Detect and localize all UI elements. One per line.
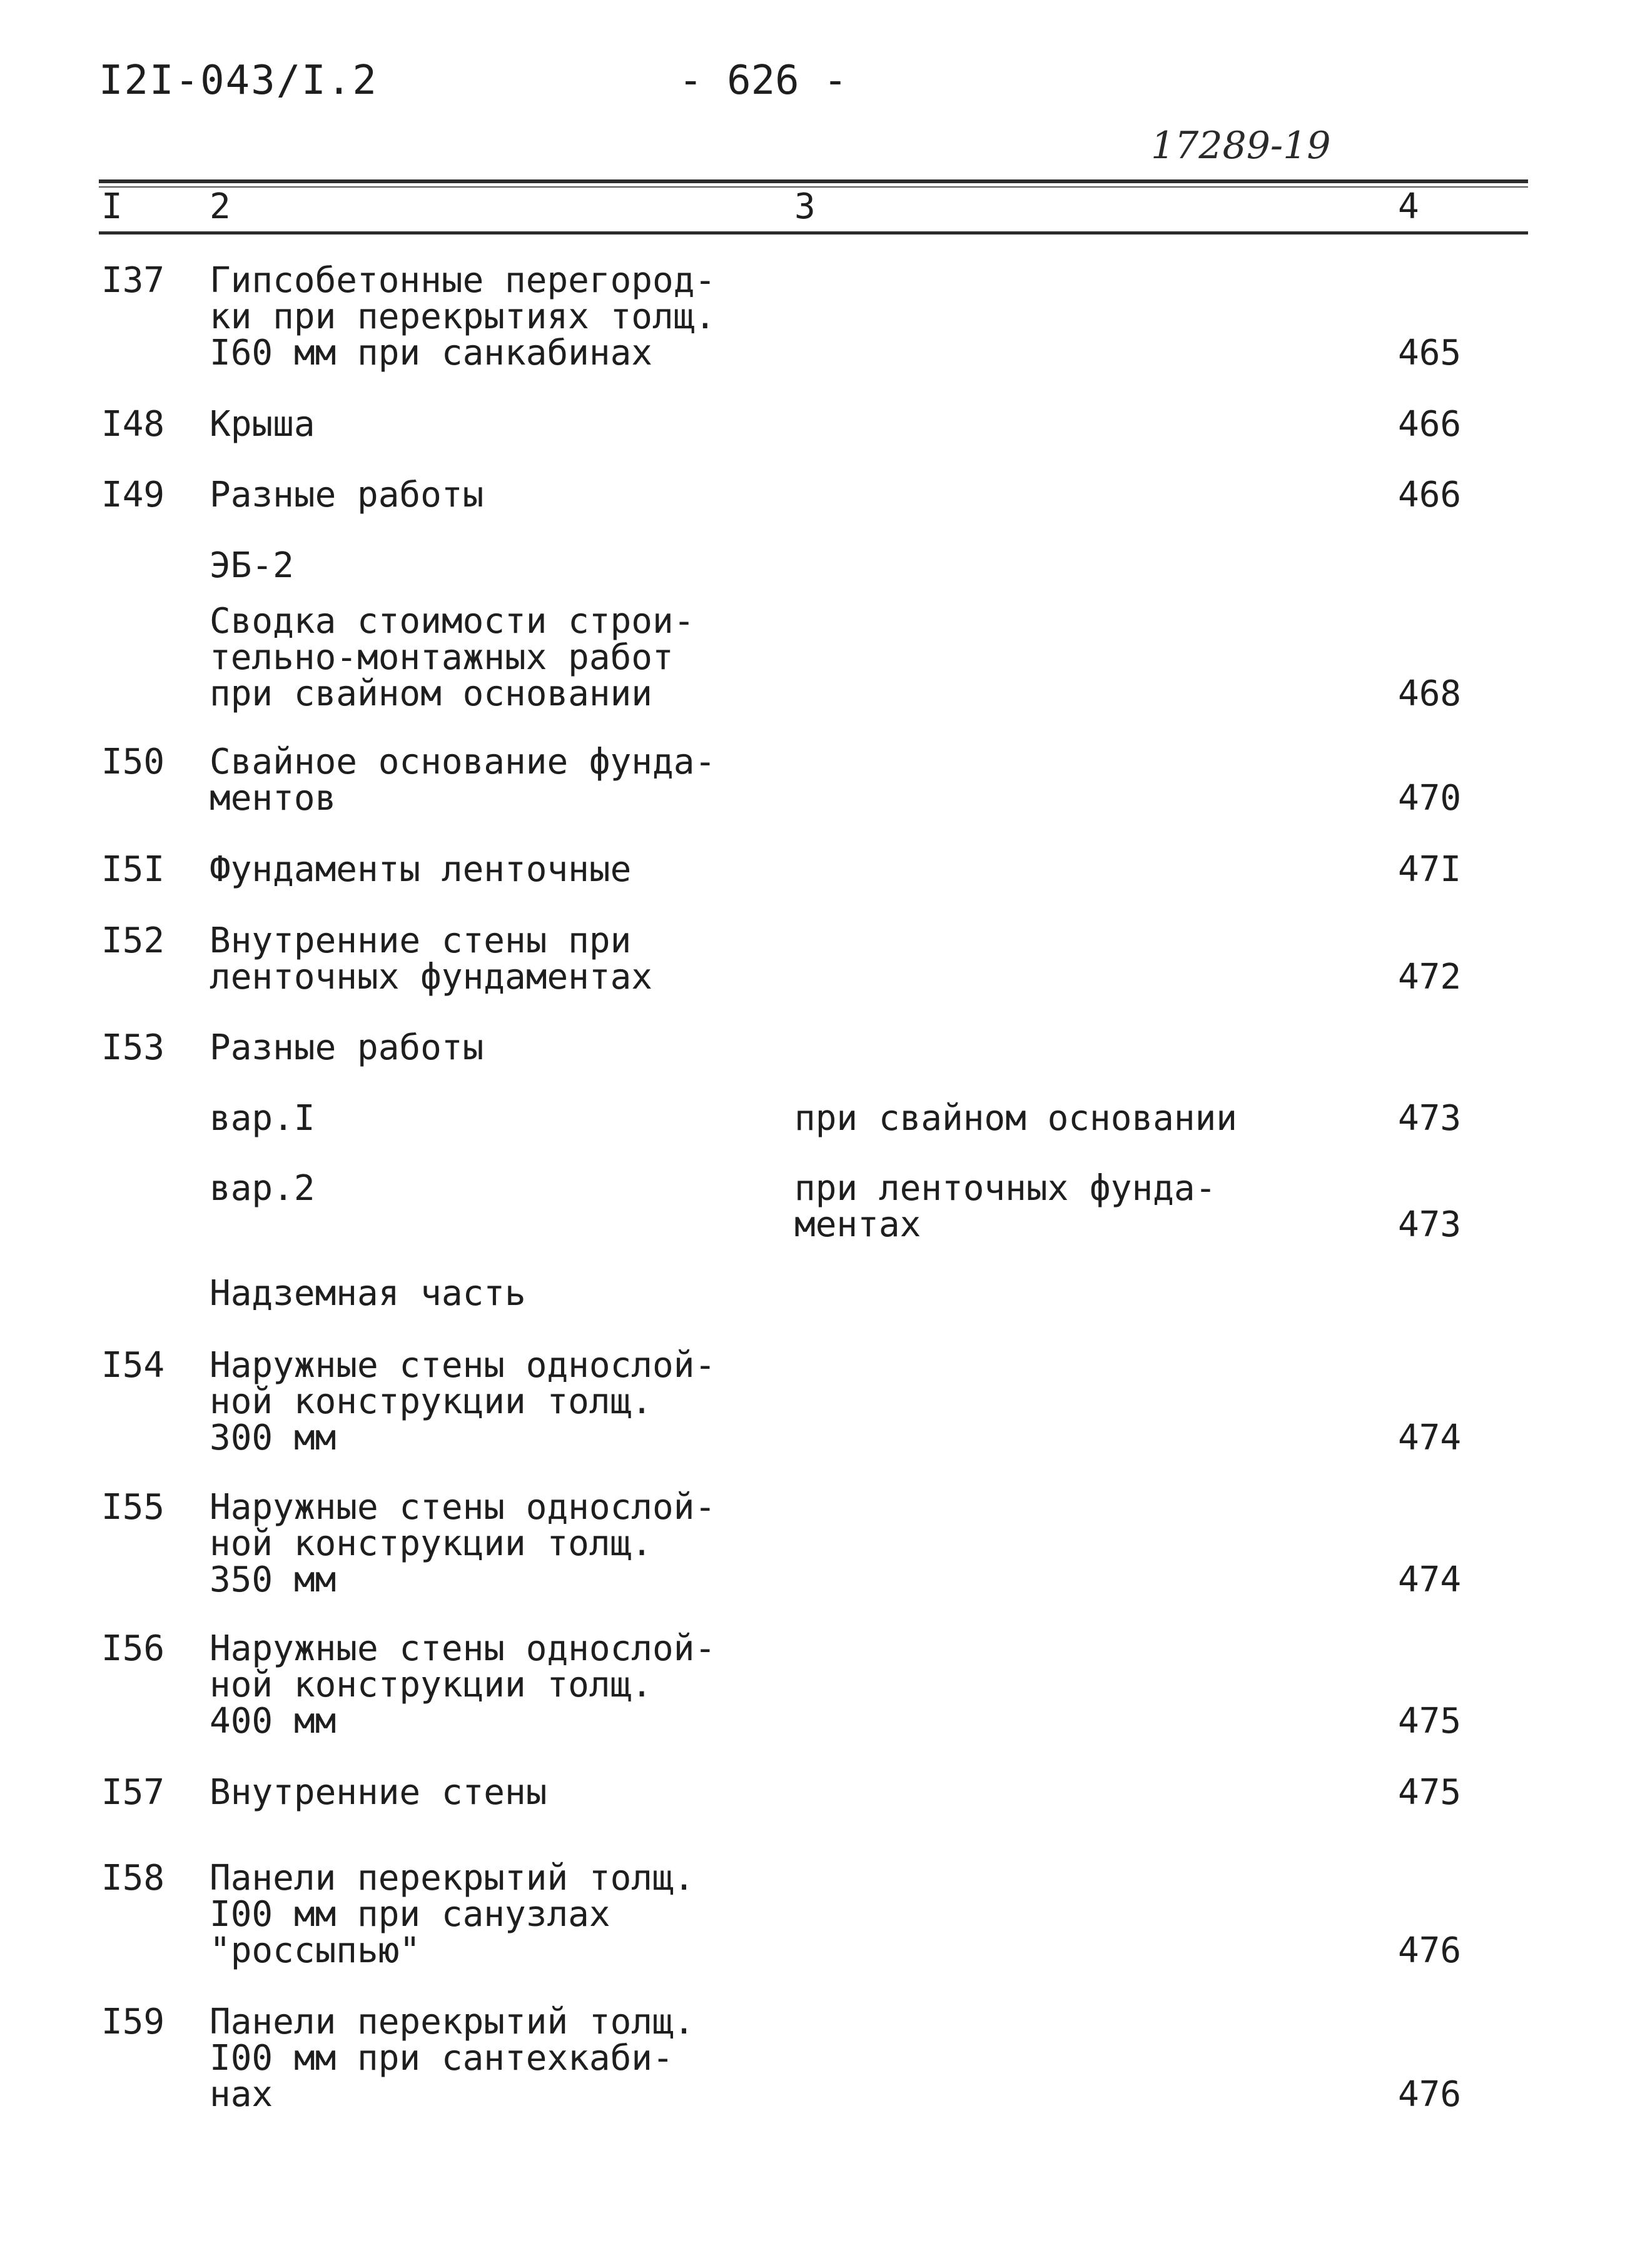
row-title: Свайное основание фунда- ментов bbox=[210, 742, 716, 819]
row-title: Гипсобетонные перегород- ки при перекрытиях толщ. I60 мм при санкабинах bbox=[210, 260, 716, 373]
row-page: 472 bbox=[1398, 957, 1462, 997]
row-page: 466 bbox=[1398, 404, 1462, 445]
row-title: Разные работы bbox=[210, 1027, 484, 1068]
row-title: ЭБ-2 bbox=[210, 545, 294, 586]
row-page: 475 bbox=[1398, 1701, 1462, 1741]
row-number: I5I bbox=[101, 849, 165, 890]
row-number: I52 bbox=[101, 920, 165, 961]
row-page: 47I bbox=[1398, 849, 1462, 890]
row-title: Внутренние стены при ленточных фундаментах bbox=[210, 920, 653, 997]
row-number: I58 bbox=[101, 1858, 165, 1898]
row-page: 476 bbox=[1398, 1930, 1462, 1971]
row-title: вар.I bbox=[210, 1098, 315, 1139]
row-note: при свайном основании bbox=[794, 1098, 1238, 1139]
row-title: Наружные стены однослой- ной конструкции толщ. 300 мм bbox=[210, 1345, 716, 1458]
row-title: Внутренние стены bbox=[210, 1772, 547, 1813]
row-number: I55 bbox=[101, 1487, 165, 1528]
row-page: 468 bbox=[1398, 673, 1462, 714]
row-number: I56 bbox=[101, 1628, 165, 1669]
row-page: 465 bbox=[1398, 333, 1462, 373]
row-title: Сводка стоимости строи- тельно-монтажных работ при свайном основании bbox=[210, 601, 695, 714]
row-number: I50 bbox=[101, 742, 165, 782]
row-number: I48 bbox=[101, 404, 165, 445]
row-number: I37 bbox=[101, 260, 165, 301]
handwritten-number: 17289-19 bbox=[1151, 124, 1331, 168]
row-page: 474 bbox=[1398, 1418, 1462, 1458]
row-page: 470 bbox=[1398, 778, 1462, 819]
row-title: Наружные стены однослой- ной конструкции толщ. 350 мм bbox=[210, 1487, 716, 1600]
column-header-1: I bbox=[101, 186, 123, 227]
table-header-bottom-rule bbox=[99, 231, 1528, 234]
row-title: вар.2 bbox=[210, 1168, 315, 1209]
document-code: I2I-043/I.2 bbox=[99, 58, 378, 104]
row-page: 473 bbox=[1398, 1098, 1462, 1139]
column-header-3: 3 bbox=[794, 186, 816, 227]
row-title: Наружные стены однослой- ной конструкции толщ. 400 мм bbox=[210, 1628, 716, 1741]
row-number: I54 bbox=[101, 1345, 165, 1386]
row-number: I57 bbox=[101, 1772, 165, 1813]
row-page: 473 bbox=[1398, 1204, 1462, 1245]
row-note: при ленточных фунда- ментах bbox=[794, 1168, 1217, 1245]
row-number: I59 bbox=[101, 2002, 165, 2042]
row-number: I53 bbox=[101, 1027, 165, 1068]
row-page: 466 bbox=[1398, 475, 1462, 515]
row-title: Панели перекрытий толщ. I00 мм при санузлах "россыпью" bbox=[210, 1858, 695, 1971]
page-number: - 626 - bbox=[679, 58, 848, 104]
column-header-2: 2 bbox=[210, 186, 231, 227]
row-title: Панели перекрытий толщ. I00 мм при сантехкаби- нах bbox=[210, 2002, 695, 2115]
column-header-4: 4 bbox=[1398, 186, 1419, 227]
row-title: Фундаменты ленточные bbox=[210, 849, 632, 890]
row-title: Разные работы bbox=[210, 475, 484, 515]
row-title: Крыша bbox=[210, 404, 315, 445]
row-page: 476 bbox=[1398, 2074, 1462, 2115]
table-top-rule bbox=[99, 179, 1528, 183]
row-page: 474 bbox=[1398, 1560, 1462, 1600]
row-number: I49 bbox=[101, 475, 165, 515]
row-title: Надземная часть bbox=[210, 1273, 526, 1314]
row-page: 475 bbox=[1398, 1772, 1462, 1813]
